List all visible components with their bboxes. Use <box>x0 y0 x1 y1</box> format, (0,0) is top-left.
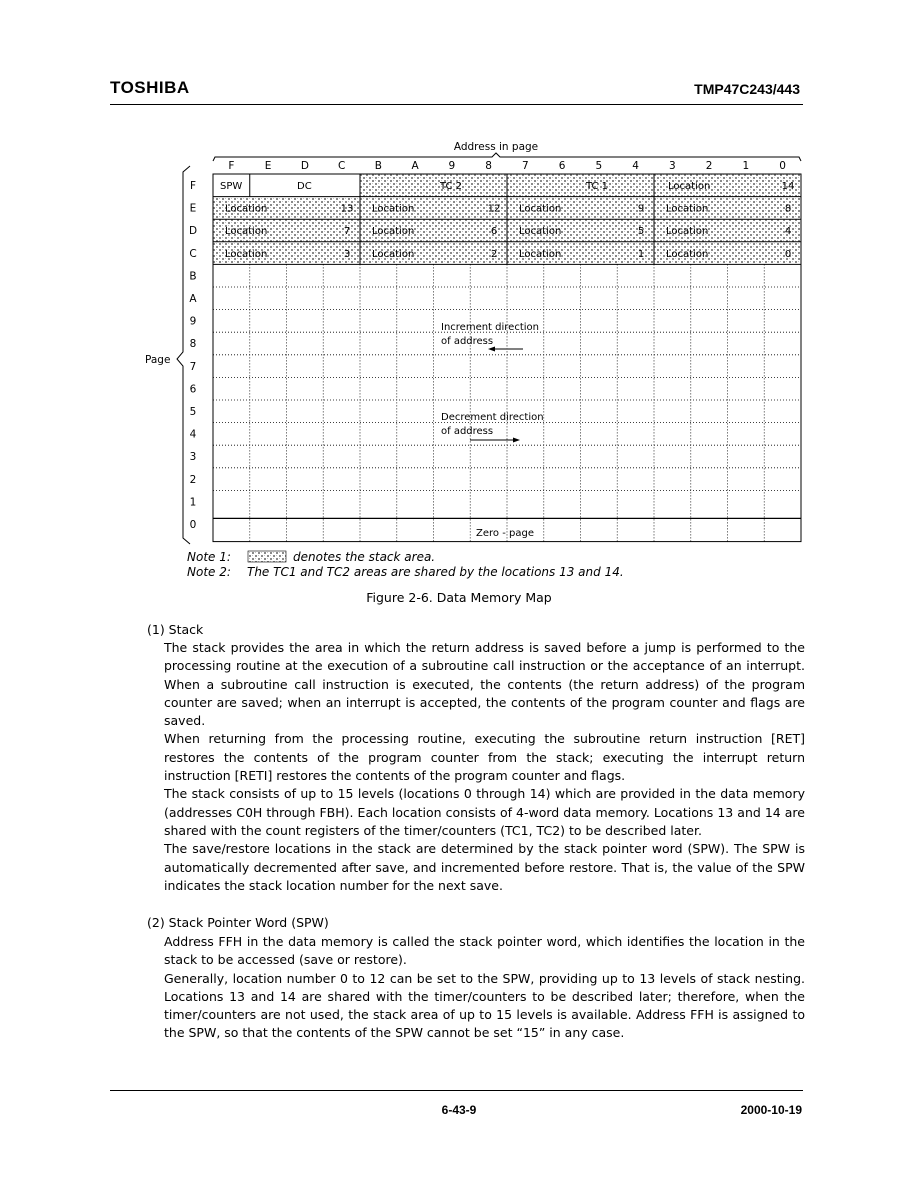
location-word: Location <box>666 248 709 260</box>
row-label: 1 <box>189 496 197 509</box>
location-14-number: 14 <box>781 181 795 192</box>
section1-paragraph: The stack provides the area in which the return address is saved before a jump is performed to the processing routine at the execution of a subroutine call instruction or the acceptance of an interrupt. When a subroutine call instruction is executed, the contents (the return address) of the program counter are saved; when an interrupt is accepted, the contents of the program counter and flags are saved. <box>164 640 805 729</box>
section2-paragraph: Address FFH in the data memory is called the stack pointer word, which identifies the location in the stack to be accessed (save or restore). <box>164 934 805 968</box>
column-header: 0 <box>779 160 786 172</box>
increment-label-line1: Increment direction <box>441 322 539 333</box>
location-number: 13 <box>340 203 354 215</box>
row-label: 7 <box>189 360 197 373</box>
increment-arrow-icon <box>488 347 523 352</box>
location-word: Location <box>666 203 709 215</box>
decrement-label-line1: Decrement direction <box>441 412 544 423</box>
column-header: F <box>228 160 235 172</box>
page-number: 6-43-9 <box>441 1103 477 1117</box>
row-label: E <box>189 202 197 215</box>
stack-area-swatch <box>248 551 286 562</box>
zero-page-label: Zero - page <box>476 528 534 539</box>
location-number: 2 <box>490 248 498 260</box>
dc-cell: DC <box>297 181 312 192</box>
column-header: 6 <box>558 160 566 172</box>
stack-area-tc <box>360 174 801 197</box>
location-number: 8 <box>784 203 792 215</box>
location-number: 0 <box>784 248 792 260</box>
row-label: 3 <box>189 451 197 464</box>
note1-text: denotes the stack area. <box>293 550 436 564</box>
row-label: C <box>189 247 197 260</box>
location-word: Location <box>666 226 709 238</box>
column-header: 5 <box>595 160 603 172</box>
column-header: A <box>411 160 419 172</box>
tc2-cell: TC 2 <box>440 181 463 192</box>
row-label: D <box>188 225 198 238</box>
location-word: Location <box>225 203 268 215</box>
section1-heading: (1) Stack <box>147 622 204 637</box>
location-word: Location <box>519 203 562 215</box>
figure-caption: Figure 2-6. Data Memory Map <box>366 590 552 605</box>
address-in-page-label: Address in page <box>453 141 539 153</box>
location-word: Location <box>372 226 415 238</box>
location-word: Location <box>519 226 562 238</box>
section1-body <box>164 639 805 895</box>
location-word: Location <box>225 226 268 238</box>
section2-paragraph: Generally, location number 0 to 12 can be set to the SPW, providing up to 13 levels of stack nesting. Locations 13 and 14 are shared with the timer/counters to be described later; therefore, when the timer/counters are not used, the stack area of up to 15 levels is available. Address FFH is assigned to the SPW, so that the contents of the SPW cannot be set “15” in any case. <box>164 970 805 1041</box>
location-number: 6 <box>490 226 498 238</box>
document-date: 2000-10-19 <box>740 1103 802 1117</box>
page-brace <box>177 166 190 544</box>
section1-paragraph: The save/restore locations in the stack are determined by the stack pointer word (SPW). The SPW is automatically decremented after save, and incremented before restore. That is, the value of the SPW indicates the stack location number for the next save. <box>164 841 805 893</box>
decrement-arrow-icon <box>470 438 520 443</box>
row-label: 6 <box>189 383 197 396</box>
section2-heading: (2) Stack Pointer Word (SPW) <box>147 915 329 930</box>
location-number: 3 <box>343 248 351 260</box>
row-label: 5 <box>189 406 197 418</box>
row-label: 4 <box>189 428 197 441</box>
note2-text: The TC1 and TC2 areas are shared by the locations 13 and 14. <box>247 565 624 579</box>
note2-label: Note 2: <box>187 565 231 579</box>
location-word: Location <box>519 248 562 260</box>
location-number: 12 <box>487 203 501 215</box>
row-label: 0 <box>189 519 197 531</box>
spw-cell: SPW <box>220 181 243 192</box>
location-word: Location <box>225 248 268 260</box>
section2-body <box>164 933 805 1043</box>
section1-paragraph: The stack consists of up to 15 levels (locations 0 through 14) which are provided in the data memory (addresses C0H through FBH). Each location consists of 4-word data memory. Locations 13 and 14 are shared with the count registers of the timer/counters (TC1, TC2) to be described later. <box>164 786 805 838</box>
row-label: 9 <box>189 315 197 328</box>
row-label: 8 <box>189 338 197 351</box>
column-header: 7 <box>522 160 529 172</box>
column-header: 3 <box>669 160 676 172</box>
part-number: TMP47C243/443 <box>694 81 800 97</box>
tc1-cell: TC 1 <box>586 181 609 192</box>
row-label: A <box>189 293 197 305</box>
location-word: Location <box>372 248 415 260</box>
column-header: E <box>264 160 272 172</box>
section1-paragraph: When returning from the processing routine, executing the subroutine return instruction [RET] restores the contents of the program counter from the stack; executing the interrupt return instruction [RETI] restores the contents of the program counter and flags. <box>164 731 805 784</box>
brand-logo: TOSHIBA <box>110 78 190 97</box>
footer-rule <box>110 1090 803 1091</box>
decrement-label-line2: of address <box>441 426 494 437</box>
column-header: D <box>300 160 309 172</box>
column-header: C <box>337 160 346 172</box>
column-header: 8 <box>485 160 492 172</box>
location-number: 5 <box>637 226 645 238</box>
column-header: 9 <box>448 160 456 172</box>
column-header: 4 <box>632 160 639 172</box>
location-number: 9 <box>637 203 645 215</box>
column-header: 2 <box>705 160 713 172</box>
row-label: 2 <box>189 473 197 486</box>
location-14-word: Location <box>668 181 711 192</box>
column-header: B <box>374 160 382 172</box>
page-label: Page <box>145 354 171 366</box>
note1-label: Note 1: <box>187 550 231 564</box>
location-number: 1 <box>637 248 645 260</box>
location-number: 4 <box>784 226 792 238</box>
location-number: 7 <box>343 226 351 238</box>
row-label: F <box>189 180 197 192</box>
increment-label-line2: of address <box>441 336 494 347</box>
column-header: 1 <box>742 160 750 172</box>
row-label: B <box>189 270 197 283</box>
location-word: Location <box>372 203 415 215</box>
